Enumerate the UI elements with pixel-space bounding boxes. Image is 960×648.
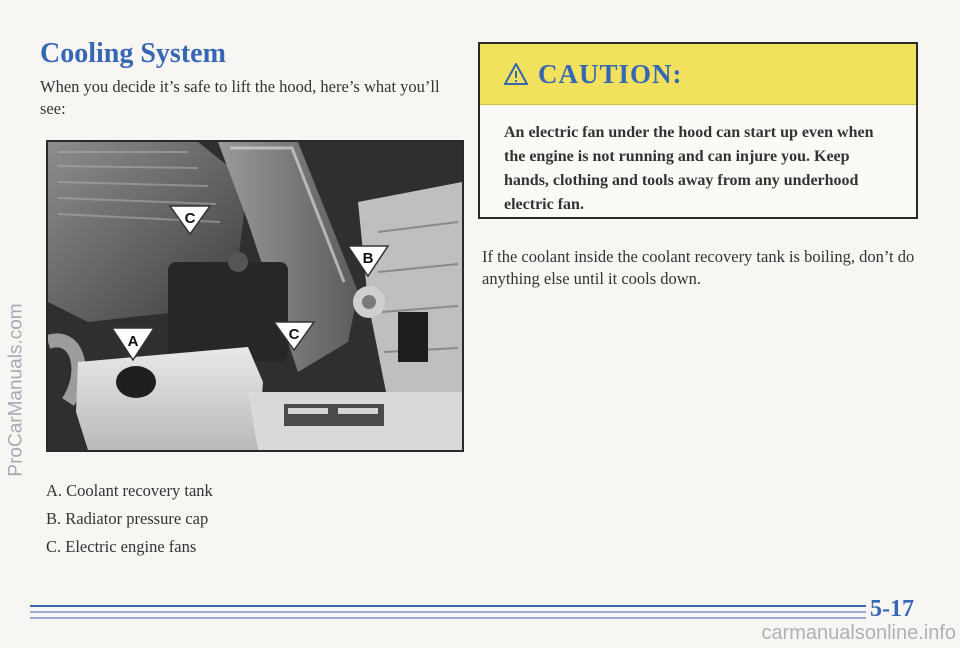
caution-text: An electric fan under the hood can start up even when the engine is not running and can injure you. Keep hands, clothing and tools away from any underhood electric fan. [504,124,874,213]
engine-bay-photo [46,140,464,452]
boiling-warning-text: If the coolant inside the coolant recovery tank is boiling, don’t do anything else until it cools down. [482,247,915,288]
legend-item-a: A. Coolant recovery tank [46,481,213,500]
callout-label: B [362,250,374,267]
callout-label: C [184,210,196,227]
page-number: 5-17 [866,596,914,623]
callout-label: A [127,333,139,350]
caution-header [480,44,916,105]
side-watermark [4,200,30,580]
photo-legend [46,480,213,564]
coolant-tank-cap [116,366,156,398]
legend-item-c: C. Electric engine fans [46,537,197,556]
legend-item-b: B. Radiator pressure cap [46,509,209,528]
footer-rule [30,604,930,620]
side-watermark-text: ProCarManuals.com [6,303,28,477]
warning-triangle-icon [504,63,528,85]
caution-box [478,42,918,219]
coolant-tank [76,347,263,450]
section-title: Cooling System [40,38,226,69]
intro-text: When you decide it’s safe to lift the hood, here’s what you’ll see: [40,77,440,118]
caution-title: CAUTION: [538,58,683,89]
callout-label: C [288,326,300,343]
engine-bay-illustration [48,142,462,450]
bottom-watermark: carmanualsonline.info [761,622,956,644]
